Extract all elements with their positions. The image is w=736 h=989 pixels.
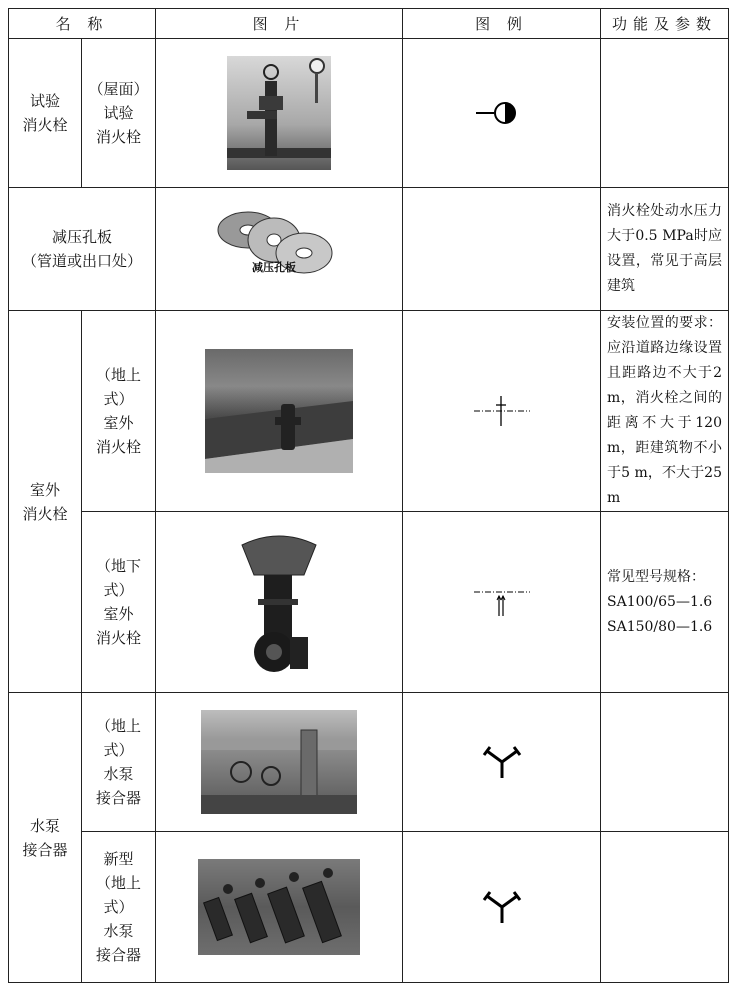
row-orifice-plate xyxy=(9,188,729,311)
outdoor-hydrant-under-illustration xyxy=(234,527,324,677)
orifice-plate-name: 减压孔板 （管道或出口处） xyxy=(9,188,156,311)
pump-adapter-above-symbol-icon xyxy=(482,742,522,782)
outdoor-hydrant-above-symbol-cell xyxy=(403,311,601,512)
pump-adapter-new-sub: 新型 （地上式） 水泵 接合器 xyxy=(82,832,156,983)
orifice-plate-photo-cell xyxy=(156,188,403,311)
pump-adapter-above-illustration xyxy=(201,710,357,814)
outdoor-hydrant-under-symbol-icon xyxy=(472,582,532,622)
test-hydrant-sub: （屋面） 试验 消火栓 xyxy=(82,39,156,188)
row-test-hydrant xyxy=(9,39,729,188)
row-outdoor-hydrant-under xyxy=(9,512,729,693)
orifice-plate-caption: 减压孔板 xyxy=(252,261,296,274)
outdoor-hydrant-above-photo xyxy=(205,349,353,473)
pump-adapter-new-photo-cell xyxy=(156,832,403,983)
outdoor-hydrant-under-photo-cell xyxy=(156,512,403,693)
fire-equipment-table xyxy=(8,8,729,983)
pump-adapter-new-symbol-icon xyxy=(482,887,522,927)
header-function: 功能及参数 xyxy=(601,9,729,39)
pump-adapter-above-photo-cell xyxy=(156,693,403,832)
outdoor-hydrant-above-illustration xyxy=(205,349,353,473)
outdoor-hydrant-under-sub: （地下式） 室外 消火栓 xyxy=(82,512,156,693)
test-hydrant-photo xyxy=(227,56,331,170)
row-pump-adapter-new xyxy=(9,832,729,983)
pump-adapter-new-photo xyxy=(198,859,360,955)
outdoor-hydrant-under-params: 常见型号规格： SA100/65—1.6 SA150/80—1.6 xyxy=(601,512,729,693)
outdoor-hydrant-above-symbol-icon xyxy=(472,391,532,431)
outdoor-hydrant-under-symbol-cell xyxy=(403,512,601,693)
pump-adapter-above-symbol-cell xyxy=(403,693,601,832)
header-name: 名 称 xyxy=(9,9,156,39)
row-outdoor-hydrant-above xyxy=(9,311,729,512)
pump-adapter-new-illustration xyxy=(198,859,360,955)
pump-adapter-above-params xyxy=(601,693,729,832)
header-picture: 图 片 xyxy=(156,9,403,39)
outdoor-hydrant-above-params: 安装位置的要求：应沿道路边缘设置且距路边不大于2 m，消火栓之间的距离不大于120 m，距建筑物不小于5 m，不大于25 m xyxy=(601,311,729,512)
test-hydrant-illustration xyxy=(227,56,331,170)
test-hydrant-group: 试验 消火栓 xyxy=(9,39,82,188)
orifice-plate-params: 消火栓处动水压力大于0.5 MPa时应设置，常见于高层建筑 xyxy=(601,188,729,311)
orifice-plate-symbol-cell xyxy=(403,188,601,311)
test-hydrant-symbol-icon xyxy=(472,98,532,128)
header-row xyxy=(9,9,729,39)
test-hydrant-params xyxy=(601,39,729,188)
pump-adapter-group: 水泵 接合器 xyxy=(9,693,82,983)
pump-adapter-above-sub: （地上式） 水泵 接合器 xyxy=(82,693,156,832)
outdoor-hydrant-group: 室外 消火栓 xyxy=(9,311,82,693)
outdoor-hydrant-above-photo-cell xyxy=(156,311,403,512)
pump-adapter-new-params xyxy=(601,832,729,983)
pump-adapter-new-symbol-cell xyxy=(403,832,601,983)
outdoor-hydrant-under-photo xyxy=(234,527,324,677)
orifice-plate-photo xyxy=(214,208,344,290)
pump-adapter-above-photo xyxy=(201,710,357,814)
test-hydrant-photo-cell xyxy=(156,39,403,188)
test-hydrant-symbol-cell xyxy=(403,39,601,188)
outdoor-hydrant-above-sub: （地上式） 室外 消火栓 xyxy=(82,311,156,512)
row-pump-adapter-above xyxy=(9,693,729,832)
header-legend: 图 例 xyxy=(403,9,601,39)
